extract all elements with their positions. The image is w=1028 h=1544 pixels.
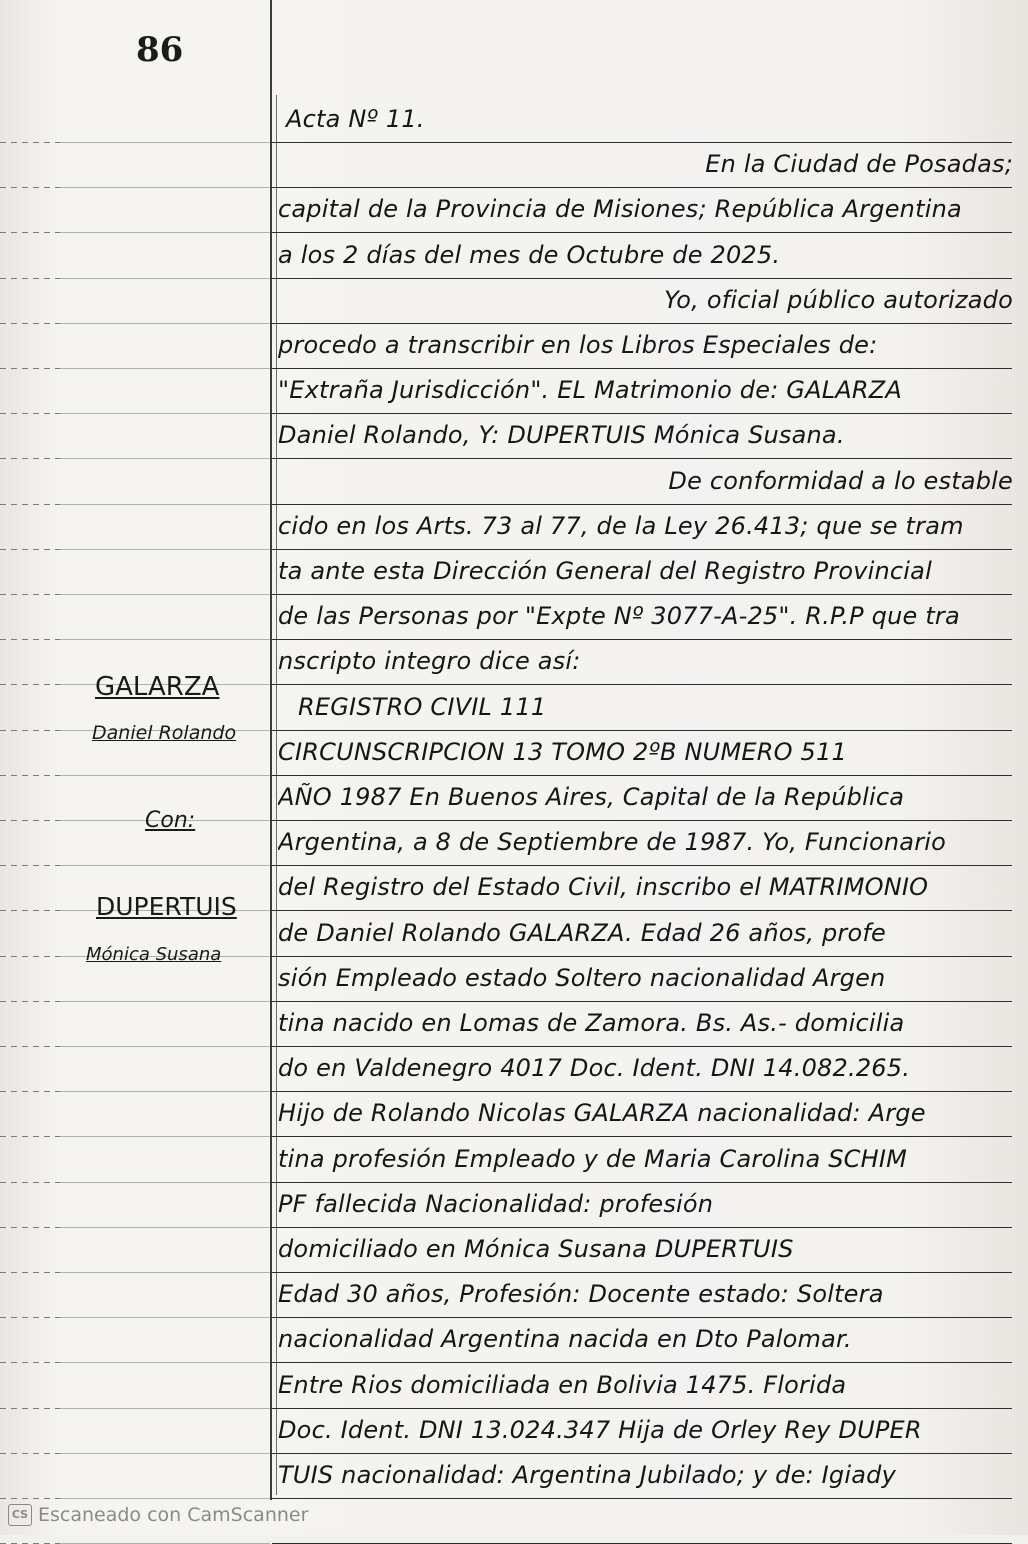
text-line: tina nacido en Lomas de Zamora. Bs. As.- domicilia: [278, 1009, 905, 1037]
margin-rule: [60, 1046, 270, 1047]
text-line: de las Personas por "Expte Nº 3077-A-25". R.P.P que tra: [278, 602, 960, 631]
margin-tick: [0, 865, 60, 866]
text-line: sión Empleado estado Soltero nacionalidad Argen: [278, 963, 886, 992]
margin-groom-name: Daniel Rolando: [92, 722, 237, 744]
text-line: AÑO 1987 En Buenos Aires, Capital de la República: [278, 783, 905, 811]
margin-tick: [0, 187, 60, 188]
margin-rule: [60, 1136, 270, 1137]
margin-tick: [0, 1136, 60, 1137]
margin-rule: [60, 1317, 270, 1318]
margin-tick: [0, 1453, 60, 1454]
text-line: capital de la Provincia de Misiones; República Argentina: [278, 195, 962, 224]
margin-rule: [60, 323, 270, 324]
text-line: do en Valdenegro 4017 Doc. Ident. DNI 14.082.265.: [278, 1054, 911, 1083]
margin-rule: [60, 1362, 270, 1363]
text-line: Acta Nº 11.: [286, 105, 425, 133]
margin-rule: [60, 413, 270, 414]
text-line: REGISTRO CIVIL 111: [298, 692, 547, 721]
text-line: domiciliado en Mónica Susana DUPERTUIS: [278, 1235, 794, 1263]
text-line: tina profesión Empleado y de Maria Carolina SCHIM: [278, 1144, 908, 1173]
margin-connector: Con:: [145, 808, 196, 833]
margin-tick: [0, 1408, 60, 1409]
margin-rule: [60, 639, 270, 640]
margin-tick: [0, 775, 60, 776]
margin-rule: [60, 549, 270, 550]
margin-tick: [0, 730, 60, 731]
margin-tick: [0, 458, 60, 459]
margin-rule: [60, 1272, 270, 1273]
page-number: 86: [136, 30, 184, 70]
margin-tick: [0, 639, 60, 640]
margin-tick: [0, 1091, 60, 1092]
margin-rule: [60, 187, 270, 188]
margin-rule: [60, 232, 270, 233]
text-line: Yo, oficial público autorizado: [664, 285, 1013, 314]
margin-tick: [0, 142, 60, 143]
margin-rule: [60, 594, 270, 595]
margin-groom-surname: GALARZA: [95, 672, 220, 702]
text-line: a los 2 días del mes de Octubre de 2025.: [278, 240, 781, 269]
text-line: Hijo de Rolando Nicolas GALARZA nacionalidad: Arge: [278, 1099, 926, 1128]
text-line: TUIS nacionalidad: Argentina Jubilado; y de: Igiady: [278, 1461, 896, 1489]
margin-rule: [60, 504, 270, 505]
margin-tick: [0, 549, 60, 550]
margin-tick: [0, 1046, 60, 1047]
scanner-watermark: [8, 1502, 308, 1528]
margin-rule: [60, 1182, 270, 1183]
text-line: del Registro del Estado Civil, inscribo el MATRIMONIO: [278, 873, 929, 902]
margin-rule: [60, 775, 270, 776]
text-line: procedo a transcribir en los Libros Especiales de:: [278, 331, 878, 359]
margin-tick: [0, 820, 60, 821]
margin-bride-name: Mónica Susana: [86, 944, 222, 965]
margin-rule: [60, 1091, 270, 1092]
margin-tick: [0, 1498, 60, 1499]
margin-tick: [0, 910, 60, 911]
margin-tick: [0, 1272, 60, 1273]
margin-tick: [0, 368, 60, 369]
text-line: nacionalidad Argentina nacida en Dto Palomar.: [278, 1325, 852, 1354]
text-line: ta ante esta Dirección General del Registro Provincial: [278, 557, 932, 585]
text-line: Edad 30 años, Profesión: Docente estado: Soltera: [278, 1280, 884, 1309]
margin-tick: [0, 1182, 60, 1183]
text-line: PF fallecida Nacionalidad: profesión: [278, 1189, 714, 1218]
margin-rule: [60, 1453, 270, 1454]
margin-tick: [0, 278, 60, 279]
text-line: de Daniel Rolando GALARZA. Edad 26 años, profe: [278, 918, 886, 947]
margin-rule: [60, 865, 270, 866]
margin-rule: [60, 1408, 270, 1409]
margin-rule: [60, 368, 270, 369]
margin-rule: [60, 142, 270, 143]
margin-tick: [0, 232, 60, 233]
text-line: CIRCUNSCRIPCION 13 TOMO 2ºB NUMERO 511: [278, 737, 847, 766]
margin-rule: [60, 1498, 270, 1499]
margin-tick: [0, 594, 60, 595]
text-line: Entre Rios domiciliada en Bolivia 1475. Florida: [278, 1370, 847, 1399]
text-line: cido en los Arts. 73 al 77, de la Ley 26.413; que se tram: [278, 511, 964, 540]
text-line: De conformidad a lo estable: [668, 466, 1013, 495]
margin-tick: [0, 323, 60, 324]
margin-rule: [60, 1001, 270, 1002]
margin-rule: [60, 458, 270, 459]
text-line: En la Ciudad de Posadas;: [705, 150, 1013, 179]
margin-rule: [60, 278, 270, 279]
margin-tick: [0, 1317, 60, 1318]
text-line: nscripto integro dice así:: [278, 647, 581, 676]
margin-tick: [0, 413, 60, 414]
camscanner-logo-icon: CS: [8, 1504, 32, 1526]
margin-tick: [0, 1362, 60, 1363]
scanner-watermark-text: Escaneado con CamScanner: [38, 1504, 309, 1526]
text-line: Daniel Rolando, Y: DUPERTUIS Mónica Susana.: [278, 421, 845, 450]
margin-bride-surname: DUPERTUIS: [96, 892, 237, 921]
margin-tick: [0, 956, 60, 957]
margin-tick: [0, 1227, 60, 1228]
margin-tick: [0, 504, 60, 505]
margin-tick: [0, 684, 60, 685]
margin-rule: [60, 1227, 270, 1228]
margin-tick: [0, 1001, 60, 1002]
text-line: Argentina, a 8 de Septiembre de 1987. Yo, Funcionario: [278, 828, 947, 857]
text-line: Doc. Ident. DNI 13.024.347 Hija de Orley Rey DUPER: [278, 1415, 922, 1444]
text-line: "Extraña Jurisdicción". EL Matrimonio de: GALARZA: [278, 376, 903, 405]
